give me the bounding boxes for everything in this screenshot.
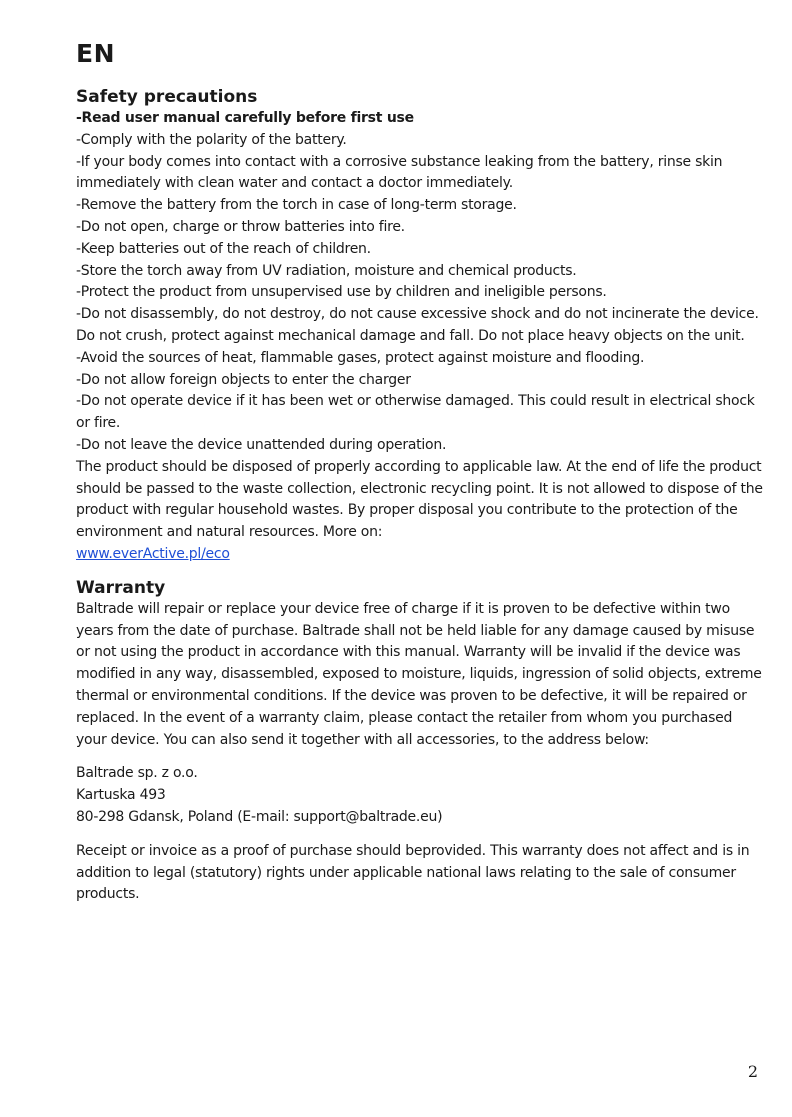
safety-item: -Do not disassembly, do not destroy, do not cause excessive shock and do not incinerate the device. Do not crush, protect against mechanical damage and fall. Do not place heavy objects on the unit. <box>76 306 759 344</box>
address-line: Kartuska 493 <box>76 787 166 804</box>
safety-title: Safety precautions <box>76 87 258 107</box>
receipt-note: Receipt or invoice as a proof of purchase should beprovided. This warranty does not affect and is in addition to legal (statutory) rights under applicable national laws relating to the sale of consumer products. <box>76 842 750 903</box>
safety-item: -Protect the product from unsupervised use by children and ineligible persons. <box>76 284 607 301</box>
manual-page <box>76 38 766 906</box>
safety-item: -Avoid the sources of heat, flammable gases, protect against moisture and flooding. <box>76 349 645 366</box>
language-heading: EN <box>76 39 116 68</box>
safety-item: -Do not allow foreign objects to enter the charger <box>76 371 411 388</box>
safety-item: -Remove the battery from the torch in case of long-term storage. <box>76 197 517 214</box>
safety-intro: -Read user manual carefully before first use <box>76 110 414 126</box>
warranty-title: Warranty <box>76 577 166 598</box>
warranty-body: Baltrade will repair or replace your device free of charge if it is proven to be defective within two years from the date of purchase. Baltrade shall not be held liable for any damage caused by misuse or not using the product in accordance with this manual. Warranty will be invalid if the device was modified in any way, disassembled, exposed to moisture, liquids, ingression of solid objects, extreme thermal or environmental conditions. If the device was proven to be defective, it will be repaired or replaced. In the event of a warranty claim, please contact the retailer from whom you purchased your device. You can also send it together with all accessories, to the address below: <box>76 600 762 748</box>
eco-link[interactable]: www.everActive.pl/eco <box>76 545 230 562</box>
address-line: Baltrade sp. z o.o. <box>76 765 198 782</box>
safety-item: -Comply with the polarity of the battery. <box>76 131 347 148</box>
safety-item: -Do not open, charge or throw batteries into fire. <box>76 218 405 235</box>
safety-item: -Do not leave the device unattended during operation. <box>76 436 447 453</box>
page-number: 2 <box>747 1062 758 1081</box>
safety-item: -If your body comes into contact with a corrosive substance leaking from the battery, rinse skin immediately with clean water and contact a doctor immediately. <box>76 153 723 192</box>
disposal-text: The product should be disposed of properly according to applicable law. At the end of life the product should be passed to the waste collection, electronic recycling point. It is not allowed to dispose of the product with regular household wastes. By proper disposal you contribute to the protection of the environment and natural resources. More on: <box>76 458 763 541</box>
safety-item: -Store the torch away from UV radiation, moisture and chemical products. <box>76 262 577 279</box>
disposal-paragraph <box>76 457 766 566</box>
address-line: 80-298 Gdansk, Poland (E-mail: support@baltrade.eu) <box>76 808 443 825</box>
safety-item: -Do not operate device if it has been wet or otherwise damaged. This could result in electrical shock or fire. <box>76 393 755 432</box>
address-block <box>76 763 766 828</box>
safety-item: -Keep batteries out of the reach of children. <box>76 240 371 257</box>
